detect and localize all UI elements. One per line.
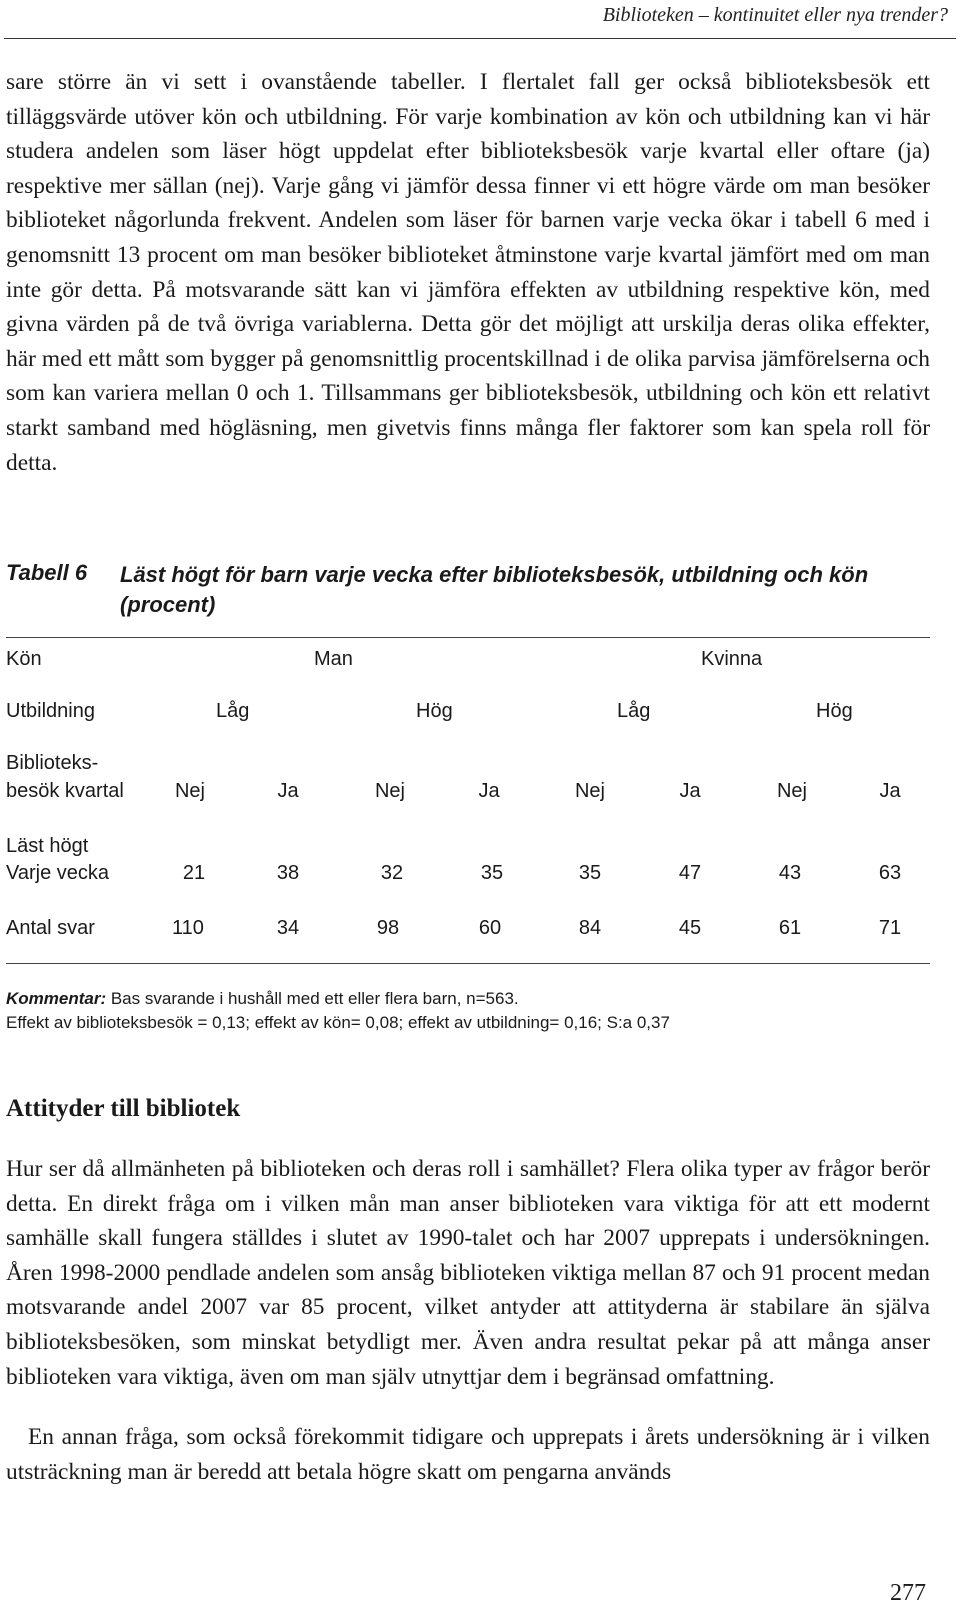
row-label-education: Utbildning	[6, 700, 95, 722]
row-label-visits-line2: besök kvartal	[6, 780, 124, 802]
body-paragraph: sare större än vi sett i ovanstående tabeller. I flertalet fall ger också biblioteksbesök ett tilläggsvärde utöver kön och utbildning. För varje kombination av kön och utbildning kan vi här studera andelen som läser högt uppdelat efter biblioteksbesök varje kvartal eller oftare (ja) respektive mer sällan (nej). Varje gång vi jämför dessa finner vi ett högre värde om man besöker biblioteket någorlunda frekvent. Andelen som läser för barnen varje vecka ökar i tabell 6 med i genomsnitt 13 procent om man besöker biblioteket åtminstone varje kvartal jämfört med om man inte gör detta. På motsvarande sätt kan vi jämföra effekten av utbildning respektive kön, med givna värden på de två övriga variablerna. Detta gör det möjligt att urskilja deras olika effekter, här med ett mått som bygger på genomsnittlig procentskillnad i de olika parvisa jämförelserna och som kan variera mellan 0 och 1. Tillsammans ger biblioteksbesök, utbildning och kön ett relativt starkt samband med högläsning, men givetvis finns många fler faktorer som kan spela roll för detta.	[6, 69, 930, 476]
header-education: Hög	[816, 700, 853, 722]
table-bottom-rule	[6, 963, 930, 964]
body-paragraph: Hur ser då allmänheten på biblioteken och deras roll i samhället? Flera olika typer av frågor berör detta. En direkt fråga om i vilken mån man anser biblioteken vara viktiga för att ett modernt samhälle skall fungera ställdes i slutet av 1990-talet och har 2007 upprepats i undersökningen. Åren 1998-2000 pendlade andelen som ansåg biblioteken viktiga mellan 87 och 91 procent medan motsvarande andel 2007 var 85 procent, vilket antyder att attityderna är stabilare än själva biblioteksbesöken, som minskat betydligt mer. Även andra resultat pekar på att många anser biblioteken vara viktiga, även om man själv utnyttjar dem i begränsad omfattning.	[6, 1156, 930, 1390]
row-label-gender: Kön	[6, 648, 42, 670]
header-visits: Nej	[374, 780, 405, 802]
cell-read-weekly: 35	[480, 862, 504, 884]
cell-responses: 60	[478, 917, 502, 939]
header-visits: Nej	[776, 780, 807, 802]
cell-responses: 61	[778, 917, 802, 939]
table-comment-line-2: Effekt av biblioteksbesök = 0,13; effekt av kön= 0,08; effekt av utbildning= 0,16; S:a 0,37	[6, 1013, 670, 1032]
table-comment	[6, 987, 670, 1035]
row-label-responses: Antal svar	[6, 917, 95, 939]
header-gender-woman: Kvinna	[701, 648, 763, 670]
cell-read-weekly: 63	[878, 862, 902, 884]
table-number: Tabell 6	[6, 560, 88, 585]
cell-read-weekly: 47	[678, 862, 702, 884]
header-gender-man: Man	[314, 648, 353, 670]
cell-read-weekly: 32	[380, 862, 404, 884]
row-label-read-line1: Läst högt	[6, 835, 89, 857]
cell-read-weekly: 21	[182, 862, 206, 884]
comment-label: Kommentar:	[6, 989, 107, 1008]
header-visits: Nej	[174, 780, 205, 802]
header-visits: Ja	[879, 780, 901, 802]
header-education: Låg	[216, 700, 250, 722]
section-heading: Attityder till bibliotek	[6, 1095, 241, 1122]
cell-responses: 110	[172, 917, 204, 939]
cell-responses: 71	[878, 917, 902, 939]
row-label-visits-line1: Biblioteks-	[6, 752, 99, 774]
body-paragraph: En annan fråga, som också förekommit tidigare och upprepats i årets undersökning är i vilken utsträckning man är beredd att betala högre skatt om pengarna används	[6, 1424, 930, 1485]
table-top-rule	[6, 637, 930, 638]
cell-read-weekly: 38	[276, 862, 300, 884]
running-header	[4, 0, 956, 39]
table-title: Läst högt för barn varje vecka efter biblioteksbesök, utbildning och kön (procent)	[120, 562, 869, 617]
cell-read-weekly: 43	[778, 862, 802, 884]
cell-read-weekly: 35	[578, 862, 602, 884]
comment-text: Bas svarande i hushåll med ett eller flera barn, n=563.	[106, 989, 519, 1008]
cell-responses: 84	[578, 917, 602, 939]
row-label-read-line2: Varje vecka	[6, 862, 110, 884]
cell-responses: 98	[376, 917, 400, 939]
header-education: Låg	[617, 700, 651, 722]
header-visits: Ja	[679, 780, 701, 802]
header-visits: Nej	[574, 780, 605, 802]
page-number: 277	[890, 1580, 926, 1606]
cell-responses: 45	[678, 917, 702, 939]
header-visits: Ja	[277, 780, 299, 802]
cell-responses: 34	[276, 917, 300, 939]
running-header-title: Biblioteken – kontinuitet eller nya trender?	[602, 4, 948, 26]
header-education: Hög	[416, 700, 453, 722]
table-comment-line-1	[6, 987, 670, 1011]
header-visits: Ja	[478, 780, 500, 802]
